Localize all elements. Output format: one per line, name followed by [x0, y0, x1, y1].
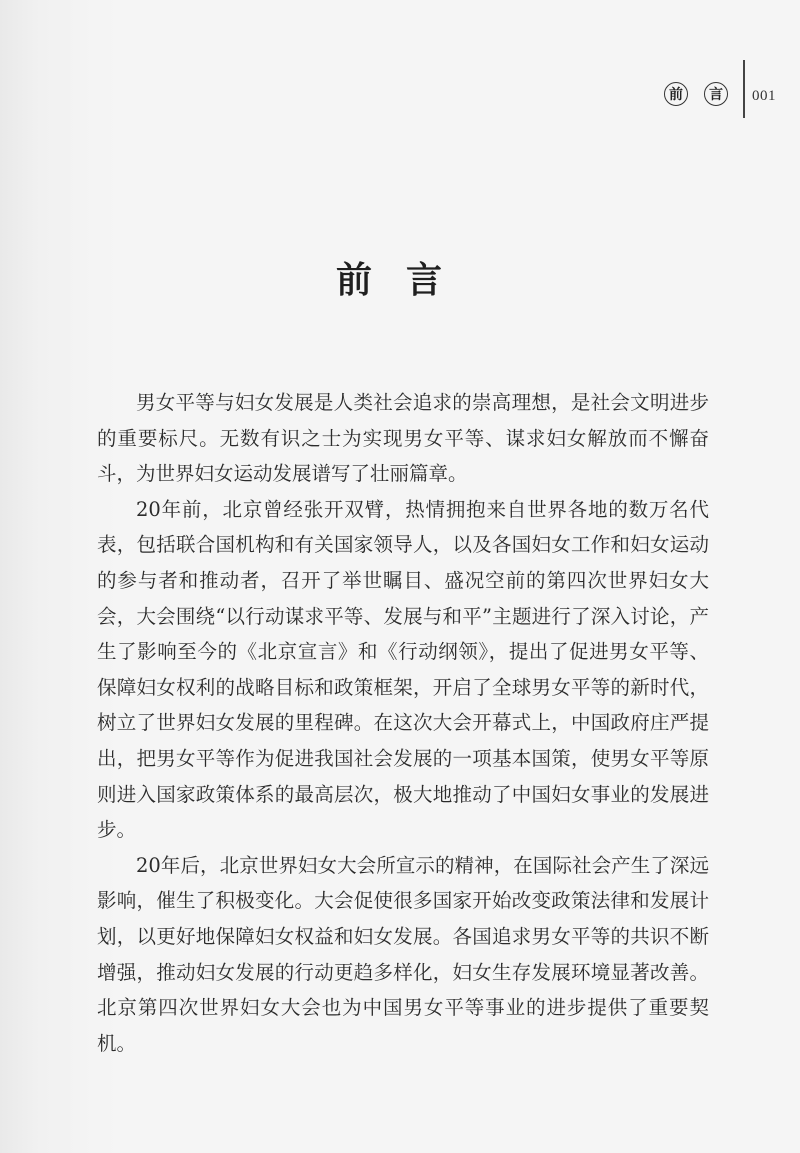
- paragraph-3: 20年后，北京世界妇女大会所宣示的精神，在国际社会产生了深远影响，催生了积极变化。大会促使很多国家开始改变政策法律和发展计划，以更好地保障妇女权益和妇女发展。各国追求男女平等的共识不断增强，推动妇女发展的行动更趋多样化，妇女生存发展环境显著改善。北京第四次世界妇女大会也为中国男女平等事业的进步提供了重要契机。: [97, 853, 709, 1055]
- paragraph-2: 20年前，北京曾经张开双臂，热情拥抱来自世界各地的数万名代表，包括联合国机构和有关国家领导人，以及各国妇女工作和妇女运动的参与者和推动者，召开了举世瞩目、盛况空前的第四次世界妇女大会，大会围绕“以行动谋求平等、发展与和平”主题进行了深入讨论，产生了影响至今的《北京宣言》和《行动纲领》，提出了促进男女平等、保障妇女权利的战略目标和政策框架，开启了全球男女平等的新时代，树立了世界妇女发展的里程碑。在这次大会开幕式上，中国政府庄严提出，把男女平等作为促进我国社会发展的一项基本国策，使男女平等原则进入国家政策体系的最高层次，极大地推动了中国妇女事业的发展进步。: [97, 497, 709, 842]
- running-head-char-1: 前: [664, 82, 688, 106]
- chapter-title: 前言: [335, 259, 476, 302]
- body-text: [97, 385, 709, 1061]
- paragraph-1: 男女平等与妇女发展是人类社会追求的崇高理想，是社会文明进步的重要标尺。无数有识之士为实现男女平等、谋求妇女解放而不懈奋斗，为世界妇女运动发展谱写了壮丽篇章。: [97, 391, 709, 486]
- running-head: [664, 82, 738, 106]
- running-head-char-2: 言: [704, 82, 728, 106]
- running-head-divider: [743, 60, 745, 118]
- page-number: 001: [752, 88, 776, 104]
